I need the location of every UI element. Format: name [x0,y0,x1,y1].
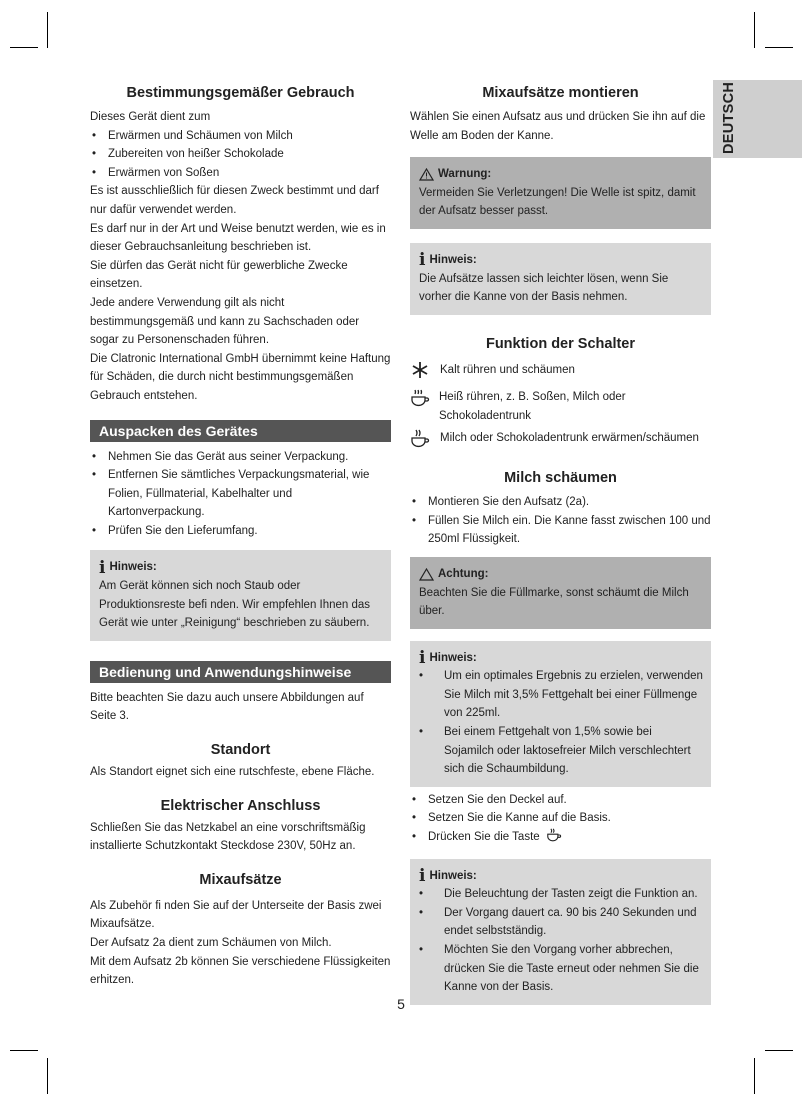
bestimmung-paragraph: Es darf nur in der Art und Weise benutzt werden, wie es in dieser Gebrauchsanleitung beschrieben ist. [90,222,386,254]
crop-mark [47,12,48,48]
info-icon: i [419,250,426,271]
function-text: Heiß rühren, z. B. Soßen, Milch oder Schokoladentrunk [439,391,626,422]
list-item: • Prüfen Sie den Lieferumfang. [90,522,391,541]
bestimmung-intro: Dieses Gerät dient zum [90,111,211,123]
bestimmung-list [90,127,391,183]
section-title-montieren: Mixaufsätze montieren [482,85,639,101]
bestimmung-paragraph: Es ist ausschließlich für diesen Zweck bestimmt und darf nur dafür verwendet werden. [90,185,379,216]
section-title-milch: Milch schäumen [504,470,617,487]
hint-list [419,885,703,997]
section-bar-bedienung: Bedienung und Anwendungshinweise [90,661,391,683]
list-item: • Entfernen Sie sämtliches Verpackungsmaterial, wie Folien, Füllmaterial, Kabelhalter und Kartonverpackung. [90,466,391,522]
warning-heading [419,165,703,184]
section-title-standort: Standort [210,742,271,759]
hint-title: Hinweis: [429,253,477,266]
crop-mark [47,1058,48,1094]
standort-text: Als Standort eignet sich eine rutschfeste, ebene Fläche. [90,766,375,779]
hint-text: Die Aufsätze lassen sich leichter lösen, wenn Sie vorher die Kanne von der Basis nehmen. [419,272,669,304]
hint-heading [419,649,703,668]
caution-text: Beachten Sie die Füllmarke, sonst schäumt die Milch über. [419,586,689,618]
crop-mark [765,47,793,48]
warning-text: Vermeiden Sie Verletzungen! Die Welle ist spitz, damit der Aufsatz besser passt. [419,186,696,218]
hint-title: Hinweis: [109,561,157,574]
bestimmung-paragraph: Die Clatronic International GmbH übernimmt keine Haftung für Schäden, die durch nicht bestimmungsgemäßen Gebrauch entstehen. [90,352,391,402]
function-item [410,429,711,456]
hint-title: Hinweis: [429,651,477,664]
mixaufsaetze-paragraph: Mit dem Aufsatz 2b können Sie verschiedene Flüssigkeiten erhitzen. [90,955,391,987]
crop-mark [765,1050,793,1051]
auspacken-list [90,448,391,541]
crop-mark [754,12,755,48]
list-item: • Zubereiten von heißer Schokolade [90,145,391,164]
list-item: • Setzen Sie die Kanne auf die Basis. [410,809,711,828]
whisk-cup-icon [546,828,562,842]
info-icon: i [419,865,426,886]
caution-heading [419,565,703,584]
list-item: • Erwärmen und Schäumen von Milch [90,127,391,146]
hint-text: Am Gerät können sich noch Staub oder Produktionsreste befi nden. Wir empfehlen Ihnen das Gerät wie unter „Reinigung“ beschrieben zu säubern. [99,580,371,630]
list-item: • Nehmen Sie das Gerät aus seiner Verpackung. [90,448,391,467]
language-tab [713,80,802,158]
hint-box [410,641,711,787]
function-text: Milch oder Schokoladentrunk erwärmen/schäumen [440,431,699,444]
list-item: • Setzen Sie den Deckel auf. [410,791,711,810]
info-icon: i [99,557,106,578]
caution-box [410,557,711,629]
hot-cup-icon [410,388,440,415]
hint-heading [419,251,703,270]
list-item: • Erwärmen von Soßen [90,164,391,183]
hint-heading [99,558,383,577]
list-item: • Bei einem Fettgehalt von 1,5% sowie bei Sojamilch oder laktosefreier Milch verschlechtert sich die Schaumbildung. [419,723,703,779]
hint-list [419,667,703,779]
snowflake-icon [410,361,440,386]
function-text: Kalt rühren und schäumen [440,363,575,376]
whisk-cup-icon [410,429,440,456]
warning-triangle-icon [419,168,434,181]
section-title-mixaufsaetze: Mixaufsätze [199,871,282,888]
page-number: 5 [397,996,405,1012]
warning-triangle-icon [419,568,434,581]
list-item: • Füllen Sie Milch ein. Die Kanne fasst zwischen 100 und 250ml Flüssigkeit. [410,512,711,549]
montieren-text: Wählen Sie einen Aufsatz aus und drücken Sie ihn auf die Welle am Boden der Kanne. [410,111,706,142]
right-column [410,80,711,1005]
list-item [410,828,711,847]
language-tab-label: DEUTSCH [721,81,737,154]
hint-heading [419,867,703,886]
mixaufsaetze-paragraph: Als Zubehör fi nden Sie auf der Unterseite der Basis zwei Mixaufsätze. [90,899,382,931]
bestimmung-paragraph: Sie dürfen das Gerät nicht für gewerbliche Zwecke einsetzen. [90,259,348,291]
section-bar-auspacken: Auspacken des Gerätes [90,420,391,442]
milch-list [410,493,711,549]
hint-title: Hinweis: [429,869,477,882]
section-title-bestimmung: Bestimmungsgemäßer Gebrauch [126,85,355,101]
mixaufsaetze-paragraph: Der Aufsatz 2a dient zum Schäumen von Milch. [90,937,332,949]
hint-box [410,243,711,315]
list-item-text: Drücken Sie die Taste [428,831,540,844]
section-title-funktion: Funktion der Schalter [485,335,636,352]
crop-mark [10,1050,38,1051]
hint-box [90,550,391,640]
list-item: • Montieren Sie den Aufsatz (2a). [410,493,711,512]
list-item: • Die Beleuchtung der Tasten zeigt die Funktion an. [419,885,703,904]
milch-steps [410,791,711,847]
hint-box [410,859,711,1005]
function-item [410,388,711,425]
info-icon: i [419,647,426,668]
warning-title: Warnung: [438,168,492,181]
list-item: • Um ein optimales Ergebnis zu erzielen, verwenden Sie Milch mit 3,5% Fettgehalt bei einer Füllmenge von 225ml. [419,667,703,723]
crop-mark [10,47,38,48]
function-item [410,361,711,386]
function-list [410,361,711,455]
bedienung-text: Bitte beachten Sie dazu auch unsere Abbildungen auf Seite 3. [90,691,364,723]
section-title-anschluss: Elektrischer Anschluss [160,797,321,814]
anschluss-text: Schließen Sie das Netzkabel an eine vorschriftsmäßig installierte Schutzkontakt Steckdose 230V, 50Hz an. [90,821,366,853]
list-item: • Möchten Sie den Vorgang vorher abbrechen, drücken Sie die Taste erneut oder nehmen Sie die Kanne von der Basis. [419,941,703,997]
bestimmung-paragraph: Jede andere Verwendung gilt als nicht bestimmungsgemäß und kann zu Sachschaden oder sogar zu Personenschaden führen. [90,296,360,347]
list-item: • Der Vorgang dauert ca. 90 bis 240 Sekunden und endet selbstständig. [419,904,703,941]
crop-mark [754,1058,755,1094]
caution-title: Achtung: [438,567,489,580]
left-column [90,80,391,990]
warning-box [410,157,711,229]
